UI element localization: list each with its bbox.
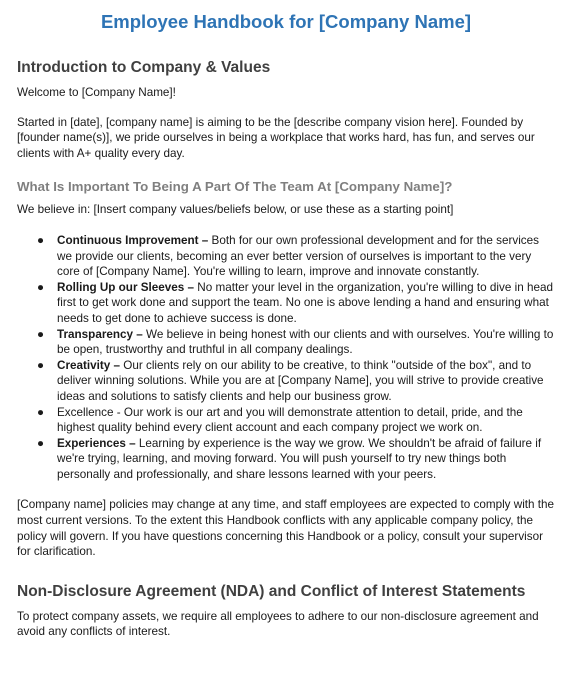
value-text: Both for our own professional development and for the services we provide our clients, becoming an ever better version of ourselves is important to the very core of [Company Name]. You're willing to learn, improve and innovate constantly.: [57, 233, 539, 279]
value-item-continuous-improvement: [17, 233, 555, 280]
bullet-icon: ●: [37, 358, 45, 372]
value-item-experiences: [17, 436, 555, 483]
bullet-icon: ●: [37, 233, 45, 247]
bullet-icon: ●: [37, 327, 45, 341]
policies-paragraph: [Company name] policies may change at any time, and staff employees are expected to comply with the most current versions. To the extent this Handbook conflicts with any applicable company policy, the policy will govern. If you have questions concerning this Handbook or a policy, consult your supervisor for clarification.: [17, 498, 555, 559]
value-text: Excellence - Our work is our art and you will demonstrate attention to detail, pride, and the highest quality behind every client account and each company project we work on.: [57, 405, 523, 435]
value-term: Transparency –: [57, 327, 143, 341]
value-text: Our clients rely on our ability to be creative, to think "outside of the box", and to deliver winning solutions. While you are at [Company Name], you will strive to provide creative ideas and solutions to satisfy clients and help our business grow.: [57, 358, 544, 403]
welcome-text: Welcome to [Company Name]!: [17, 86, 176, 99]
value-text: We believe in being honest with our clients and with ourselves. You're willing to be open, trustworthy and truthful in all company dealings.: [57, 327, 554, 357]
value-item-excellence: [17, 405, 555, 436]
value-text: No matter your level in the organization, you're willing to dive in head first to get work done and support the team. No one is above lending a hand and ensuring what needs to get done to achieve success is done.: [57, 280, 553, 325]
bullet-icon: ●: [37, 405, 45, 419]
value-item-creativity: [17, 358, 555, 405]
intro-heading: Introduction to Company & Values: [17, 59, 271, 76]
value-text: Learning by experience is the way we grow. We shouldn't be afraid of failure if we're trying, learning, and moving forward. You will push yourself to try new things both personally and professionally, and share lessons learned with your peers.: [57, 436, 542, 481]
values-list: [17, 233, 555, 483]
value-item-transparency: [17, 327, 555, 358]
value-term: Rolling Up our Sleeves –: [57, 280, 195, 294]
bullet-icon: ●: [37, 436, 45, 450]
value-term: Experiences –: [57, 436, 136, 450]
value-term: Creativity –: [57, 358, 121, 372]
founded-paragraph: Started in [date], [company name] is aiming to be the [describe company vision here]. Founded by [founder name(s)], we pride ourselves in being a workplace that works hard, has fun, and serves our clients with A+ quality every day.: [17, 115, 535, 160]
nda-paragraph: To protect company assets, we require all employees to adhere to our non-disclosure agreement and avoid any conflicts of interest.: [17, 609, 539, 639]
team-heading: What Is Important To Being A Part Of The Team At [Company Name]?: [17, 179, 453, 195]
document-title: Employee Handbook for [Company Name]: [100, 11, 472, 32]
value-term: Continuous Improvement –: [57, 233, 209, 247]
nda-heading: Non-Disclosure Agreement (NDA) and Conflict of Interest Statements: [17, 582, 526, 600]
bullet-icon: ●: [37, 280, 45, 294]
value-item-rolling-up-sleeves: [17, 280, 555, 327]
believe-intro: We believe in: [Insert company values/beliefs below, or use these as a starting point]: [17, 203, 454, 217]
